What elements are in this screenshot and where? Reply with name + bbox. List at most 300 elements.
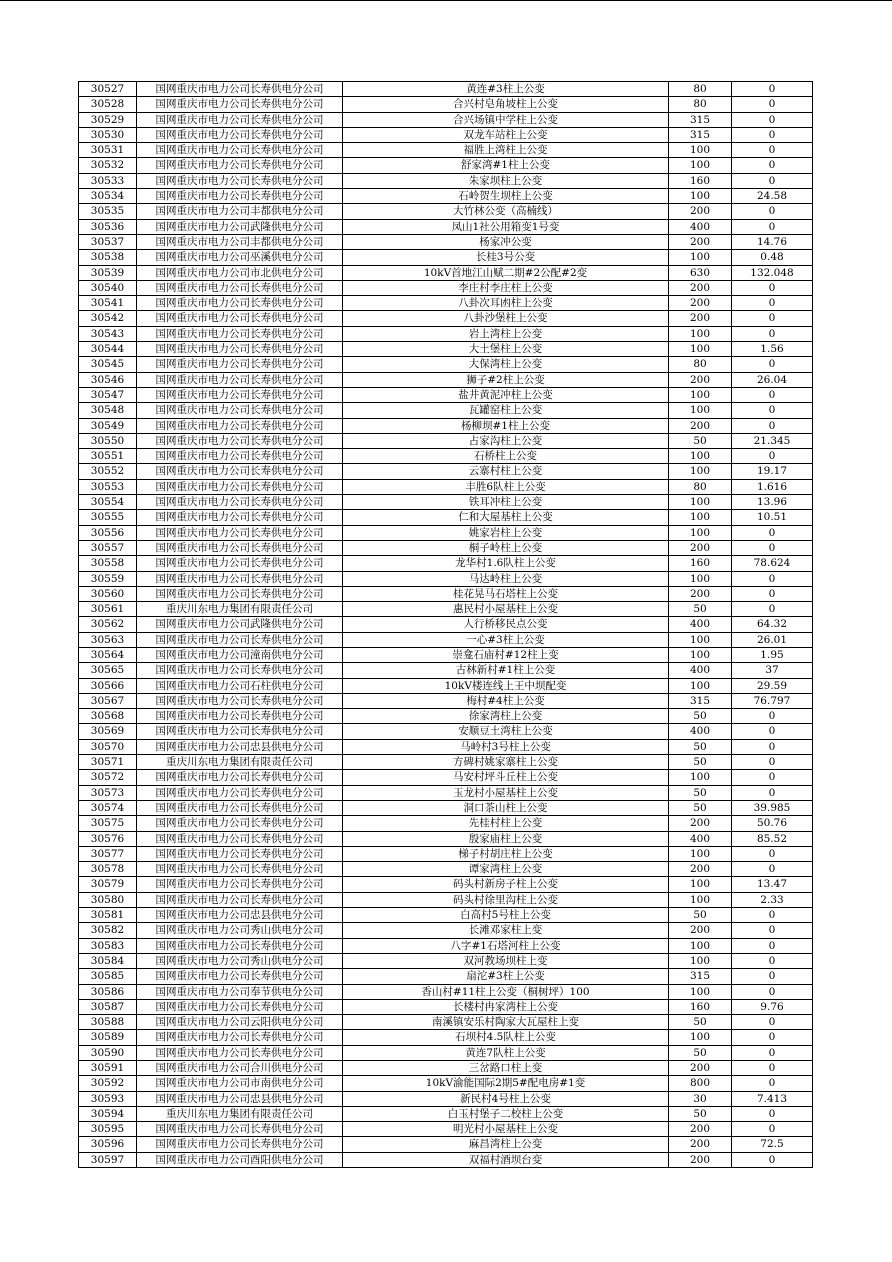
transformer-name-cell: 合兴村皂角坡柱上公变 [343, 97, 669, 112]
table-row [79, 969, 813, 984]
capacity-cell: 100 [669, 678, 732, 693]
transformer-name-cell: 谭家湾柱上公变 [343, 862, 669, 877]
value-cell: 0 [732, 923, 813, 938]
table-row [79, 433, 813, 448]
row-id-cell: 30588 [79, 1015, 137, 1030]
capacity-cell: 100 [669, 189, 732, 204]
table-row [79, 173, 813, 188]
transformer-name-cell: 瓦罐窑柱上公变 [343, 403, 669, 418]
value-cell: 78.624 [732, 556, 813, 571]
value-cell: 0 [732, 143, 813, 158]
row-id-cell: 30566 [79, 678, 137, 693]
capacity-cell: 200 [669, 418, 732, 433]
company-cell: 国网重庆市电力公司丰都供电分公司 [137, 204, 343, 219]
table-row [79, 571, 813, 586]
value-cell: 0 [732, 97, 813, 112]
table-row [79, 953, 813, 968]
table-row [79, 1152, 813, 1167]
capacity-cell: 50 [669, 800, 732, 815]
row-id-cell: 30573 [79, 785, 137, 800]
company-cell: 国网重庆市电力公司长寿供电分公司 [137, 709, 343, 724]
value-cell: 132.048 [732, 265, 813, 280]
transformer-name-cell: 福胜上湾柱上公变 [343, 143, 669, 158]
capacity-cell: 50 [669, 709, 732, 724]
table-row [79, 663, 813, 678]
capacity-cell: 80 [669, 82, 732, 97]
capacity-cell: 50 [669, 908, 732, 923]
capacity-cell: 200 [669, 280, 732, 295]
row-id-cell: 30579 [79, 877, 137, 892]
capacity-cell: 160 [669, 556, 732, 571]
value-cell: 85.52 [732, 831, 813, 846]
table-row [79, 923, 813, 938]
transformer-name-cell: 双福村酒坝台变 [343, 1152, 669, 1167]
table-row [79, 1122, 813, 1137]
transformer-name-cell: 双龙车站柱上公变 [343, 127, 669, 142]
capacity-cell: 100 [669, 464, 732, 479]
row-id-cell: 30583 [79, 938, 137, 953]
capacity-cell: 30 [669, 1091, 732, 1106]
transformer-name-cell: 合兴场镇中学柱上公变 [343, 112, 669, 127]
value-cell: 7.413 [732, 1091, 813, 1106]
capacity-cell: 100 [669, 342, 732, 357]
capacity-cell: 50 [669, 739, 732, 754]
value-cell: 0 [732, 846, 813, 861]
transformer-name-cell: 八卦沙堡柱上公变 [343, 311, 669, 326]
capacity-cell: 100 [669, 387, 732, 402]
capacity-cell: 50 [669, 1045, 732, 1060]
value-cell: 37 [732, 663, 813, 678]
transformer-name-cell: 李庄村李庄柱上公变 [343, 280, 669, 295]
value-cell: 0 [732, 908, 813, 923]
capacity-cell: 100 [669, 403, 732, 418]
company-cell: 重庆川东电力集团有限责任公司 [137, 1106, 343, 1121]
transformer-name-cell: 古林新村#1柱上公变 [343, 663, 669, 678]
company-cell: 国网重庆市电力公司奉节供电分公司 [137, 984, 343, 999]
value-cell: 0 [732, 204, 813, 219]
row-id-cell: 30576 [79, 831, 137, 846]
row-id-cell: 30551 [79, 449, 137, 464]
company-cell: 国网重庆市电力公司市南供电分公司 [137, 1076, 343, 1091]
capacity-cell: 50 [669, 1015, 732, 1030]
row-id-cell: 30538 [79, 250, 137, 265]
transformer-name-cell: 人行桥移民点公变 [343, 617, 669, 632]
transformer-name-cell: 马达岭柱上公变 [343, 571, 669, 586]
capacity-cell: 80 [669, 97, 732, 112]
transformer-name-cell: 八字#1石塔河柱上公变 [343, 938, 669, 953]
company-cell: 国网重庆市电力公司长寿供电分公司 [137, 418, 343, 433]
capacity-cell: 100 [669, 953, 732, 968]
capacity-cell: 200 [669, 1137, 732, 1152]
table-row [79, 1137, 813, 1152]
capacity-cell: 400 [669, 663, 732, 678]
capacity-cell: 100 [669, 571, 732, 586]
table-row [79, 647, 813, 662]
row-id-cell: 30594 [79, 1106, 137, 1121]
row-id-cell: 30546 [79, 372, 137, 387]
value-cell: 0 [732, 953, 813, 968]
transformer-name-cell: 一心#3柱上公变 [343, 632, 669, 647]
company-cell: 国网重庆市电力公司长寿供电分公司 [137, 112, 343, 127]
company-cell: 国网重庆市电力公司武隆供电分公司 [137, 617, 343, 632]
capacity-cell: 50 [669, 1106, 732, 1121]
table-body [79, 82, 813, 1168]
company-cell: 国网重庆市电力公司潼南供电分公司 [137, 647, 343, 662]
capacity-cell: 200 [669, 204, 732, 219]
company-cell: 国网重庆市电力公司巫溪供电分公司 [137, 250, 343, 265]
table-row [79, 479, 813, 494]
capacity-cell: 400 [669, 831, 732, 846]
company-cell: 国网重庆市电力公司市北供电分公司 [137, 265, 343, 280]
capacity-cell: 315 [669, 127, 732, 142]
capacity-cell: 100 [669, 846, 732, 861]
value-cell: 14.76 [732, 234, 813, 249]
table-row [79, 143, 813, 158]
value-cell: 64.32 [732, 617, 813, 632]
capacity-cell: 160 [669, 173, 732, 188]
value-cell: 72.5 [732, 1137, 813, 1152]
table-row [79, 984, 813, 999]
transformer-name-cell: 扇沱#3柱上公变 [343, 969, 669, 984]
table-row [79, 311, 813, 326]
capacity-cell: 100 [669, 938, 732, 953]
value-cell: 39.985 [732, 800, 813, 815]
capacity-cell: 200 [669, 1152, 732, 1167]
capacity-cell: 200 [669, 1061, 732, 1076]
company-cell: 国网重庆市电力公司长寿供电分公司 [137, 693, 343, 708]
transformer-name-cell: 马岭村3号柱上公变 [343, 739, 669, 754]
table-row [79, 112, 813, 127]
value-cell: 0 [732, 112, 813, 127]
transformer-name-cell: 黄连#3柱上公变 [343, 82, 669, 97]
transformer-name-cell: 新民村4号柱上公变 [343, 1091, 669, 1106]
value-cell: 1.616 [732, 479, 813, 494]
capacity-cell: 315 [669, 112, 732, 127]
transformer-name-cell: 仁和大屋基柱上公变 [343, 510, 669, 525]
transformer-name-cell: 玉龙村小屋基柱上公变 [343, 785, 669, 800]
row-id-cell: 30562 [79, 617, 137, 632]
transformer-name-cell: 姚家岩柱上公变 [343, 525, 669, 540]
capacity-cell: 80 [669, 479, 732, 494]
value-cell: 29.59 [732, 678, 813, 693]
value-cell: 0 [732, 158, 813, 173]
company-cell: 国网重庆市电力公司长寿供电分公司 [137, 800, 343, 815]
row-id-cell: 30589 [79, 1030, 137, 1045]
table-row [79, 755, 813, 770]
capacity-cell: 100 [669, 770, 732, 785]
row-id-cell: 30548 [79, 403, 137, 418]
value-cell: 13.47 [732, 877, 813, 892]
row-id-cell: 30595 [79, 1122, 137, 1137]
row-id-cell: 30569 [79, 724, 137, 739]
row-id-cell: 30577 [79, 846, 137, 861]
row-id-cell: 30559 [79, 571, 137, 586]
transformer-name-cell: 徐家湾柱上公变 [343, 709, 669, 724]
value-cell: 0 [732, 1122, 813, 1137]
capacity-cell: 100 [669, 525, 732, 540]
row-id-cell: 30542 [79, 311, 137, 326]
company-cell: 国网重庆市电力公司长寿供电分公司 [137, 143, 343, 158]
transformer-name-cell: 凤山1社公用箱变1号变 [343, 219, 669, 234]
transformer-name-cell: 长桂3号公变 [343, 250, 669, 265]
row-id-cell: 30575 [79, 816, 137, 831]
value-cell: 13.96 [732, 495, 813, 510]
transformer-name-cell: 大竹林公变（高楠线） [343, 204, 669, 219]
capacity-cell: 200 [669, 862, 732, 877]
row-id-cell: 30581 [79, 908, 137, 923]
capacity-cell: 100 [669, 158, 732, 173]
company-cell: 国网重庆市电力公司长寿供电分公司 [137, 372, 343, 387]
table-row [79, 602, 813, 617]
table-row [79, 342, 813, 357]
value-cell: 0 [732, 1061, 813, 1076]
transformer-name-cell: 三岔路口柱上变 [343, 1061, 669, 1076]
row-id-cell: 30533 [79, 173, 137, 188]
table-row [79, 495, 813, 510]
value-cell: 0 [732, 1076, 813, 1091]
value-cell: 0 [732, 387, 813, 402]
row-id-cell: 30568 [79, 709, 137, 724]
value-cell: 9.76 [732, 999, 813, 1014]
company-cell: 国网重庆市电力公司酉阳供电分公司 [137, 1152, 343, 1167]
transformer-name-cell: 盐井黄泥冲柱上公变 [343, 387, 669, 402]
company-cell: 国网重庆市电力公司长寿供电分公司 [137, 1030, 343, 1045]
value-cell: 0 [732, 127, 813, 142]
value-cell: 0 [732, 1106, 813, 1121]
capacity-cell: 100 [669, 143, 732, 158]
value-cell: 19.17 [732, 464, 813, 479]
capacity-cell: 200 [669, 372, 732, 387]
transformer-name-cell: 舒家湾#1柱上公变 [343, 158, 669, 173]
company-cell: 国网重庆市电力公司长寿供电分公司 [137, 464, 343, 479]
row-id-cell: 30567 [79, 693, 137, 708]
transformer-name-cell: 狮子#2柱上公变 [343, 372, 669, 387]
company-cell: 国网重庆市电力公司长寿供电分公司 [137, 770, 343, 785]
company-cell: 国网重庆市电力公司长寿供电分公司 [137, 449, 343, 464]
transformer-name-cell: 白玉村堡子二校柱上公变 [343, 1106, 669, 1121]
transformer-name-cell: 桐子岭柱上公变 [343, 540, 669, 555]
company-cell: 国网重庆市电力公司长寿供电分公司 [137, 127, 343, 142]
table-row [79, 1091, 813, 1106]
table-row [79, 387, 813, 402]
transformer-name-cell: 杨柳坝#1柱上公变 [343, 418, 669, 433]
table-row [79, 1061, 813, 1076]
company-cell: 国网重庆市电力公司丰都供电分公司 [137, 234, 343, 249]
company-cell: 国网重庆市电力公司长寿供电分公司 [137, 433, 343, 448]
value-cell: 0 [732, 602, 813, 617]
value-cell: 0 [732, 173, 813, 188]
table-row [79, 127, 813, 142]
row-id-cell: 30530 [79, 127, 137, 142]
row-id-cell: 30560 [79, 586, 137, 601]
transformer-name-cell: 南溪镇安乐村陶家大瓦屋柱上变 [343, 1015, 669, 1030]
table-row [79, 617, 813, 632]
transformer-name-cell: 龙华村1.6队柱上公变 [343, 556, 669, 571]
table-row [79, 938, 813, 953]
company-cell: 国网重庆市电力公司长寿供电分公司 [137, 969, 343, 984]
company-cell: 国网重庆市电力公司忠县供电分公司 [137, 739, 343, 754]
value-cell: 1.56 [732, 342, 813, 357]
transformer-name-cell: 八卦次耳凼柱上公变 [343, 296, 669, 311]
company-cell: 国网重庆市电力公司长寿供电分公司 [137, 938, 343, 953]
row-id-cell: 30592 [79, 1076, 137, 1091]
row-id-cell: 30565 [79, 663, 137, 678]
capacity-cell: 200 [669, 296, 732, 311]
company-cell: 国网重庆市电力公司长寿供电分公司 [137, 1045, 343, 1060]
company-cell: 国网重庆市电力公司长寿供电分公司 [137, 586, 343, 601]
company-cell: 国网重庆市电力公司长寿供电分公司 [137, 1137, 343, 1152]
row-id-cell: 30590 [79, 1045, 137, 1060]
transformer-name-cell: 殷家庙柱上公变 [343, 831, 669, 846]
row-id-cell: 30597 [79, 1152, 137, 1167]
table-row [79, 204, 813, 219]
capacity-cell: 100 [669, 1030, 732, 1045]
table-row [79, 219, 813, 234]
transformer-name-cell: 丰胜6队柱上公变 [343, 479, 669, 494]
value-cell: 0 [732, 969, 813, 984]
table-row [79, 739, 813, 754]
row-id-cell: 30574 [79, 800, 137, 815]
capacity-cell: 200 [669, 311, 732, 326]
row-id-cell: 30545 [79, 357, 137, 372]
capacity-cell: 100 [669, 510, 732, 525]
table-row [79, 1106, 813, 1121]
row-id-cell: 30596 [79, 1137, 137, 1152]
transformer-name-cell: 麻昌湾柱上公变 [343, 1137, 669, 1152]
transformer-name-cell: 安顺豆土湾柱上公变 [343, 724, 669, 739]
company-cell: 国网重庆市电力公司长寿供电分公司 [137, 158, 343, 173]
transformer-name-cell: 大保湾柱上公变 [343, 357, 669, 372]
transformer-name-cell: 铁耳冲柱上公变 [343, 495, 669, 510]
value-cell: 0 [732, 326, 813, 341]
transformer-name-cell: 黄连7队柱上公变 [343, 1045, 669, 1060]
capacity-cell: 200 [669, 923, 732, 938]
row-id-cell: 30572 [79, 770, 137, 785]
value-cell: 76.797 [732, 693, 813, 708]
transformer-name-cell: 香山村#11柱上公变（桐树坪）100 [343, 984, 669, 999]
company-cell: 国网重庆市电力公司长寿供电分公司 [137, 632, 343, 647]
capacity-cell: 630 [669, 265, 732, 280]
row-id-cell: 30544 [79, 342, 137, 357]
table-row [79, 556, 813, 571]
transformer-name-cell: 长滩邓家柱上变 [343, 923, 669, 938]
company-cell: 国网重庆市电力公司云阳供电分公司 [137, 1015, 343, 1030]
value-cell: 0 [732, 1015, 813, 1030]
transformer-name-cell: 马安村坪斗丘柱上公变 [343, 770, 669, 785]
table-row [79, 846, 813, 861]
table-row [79, 82, 813, 97]
transformer-name-cell: 10kV楼连线上王中坝配变 [343, 678, 669, 693]
value-cell: 0 [732, 709, 813, 724]
company-cell: 国网重庆市电力公司长寿供电分公司 [137, 280, 343, 295]
capacity-cell: 315 [669, 969, 732, 984]
transformer-name-cell: 石坝村4.5队柱上公变 [343, 1030, 669, 1045]
transformer-name-cell: 岩上湾柱上公变 [343, 326, 669, 341]
row-id-cell: 30584 [79, 953, 137, 968]
table-row [79, 770, 813, 785]
row-id-cell: 30529 [79, 112, 137, 127]
company-cell: 国网重庆市电力公司长寿供电分公司 [137, 816, 343, 831]
row-id-cell: 30571 [79, 755, 137, 770]
row-id-cell: 30534 [79, 189, 137, 204]
transformer-name-cell: 云寨村柱上公变 [343, 464, 669, 479]
value-cell: 0 [732, 984, 813, 999]
table-row [79, 1045, 813, 1060]
row-id-cell: 30555 [79, 510, 137, 525]
table-row [79, 908, 813, 923]
table-row [79, 892, 813, 907]
company-cell: 国网重庆市电力公司长寿供电分公司 [137, 510, 343, 525]
row-id-cell: 30537 [79, 234, 137, 249]
table-row [79, 372, 813, 387]
table-row [79, 449, 813, 464]
table-row [79, 693, 813, 708]
value-cell: 0 [732, 418, 813, 433]
company-cell: 国网重庆市电力公司长寿供电分公司 [137, 189, 343, 204]
table-row [79, 250, 813, 265]
table-row [79, 724, 813, 739]
capacity-cell: 400 [669, 219, 732, 234]
table-row [79, 418, 813, 433]
table-row [79, 678, 813, 693]
company-cell: 国网重庆市电力公司长寿供电分公司 [137, 724, 343, 739]
capacity-cell: 100 [669, 449, 732, 464]
table-row [79, 586, 813, 601]
company-cell: 国网重庆市电力公司长寿供电分公司 [137, 173, 343, 188]
value-cell: 1.95 [732, 647, 813, 662]
value-cell: 26.04 [732, 372, 813, 387]
capacity-cell: 100 [669, 632, 732, 647]
value-cell: 0 [732, 1045, 813, 1060]
value-cell: 0 [732, 296, 813, 311]
transformer-name-cell: 长楼村冉家湾柱上公变 [343, 999, 669, 1014]
table-row [79, 800, 813, 815]
row-id-cell: 30591 [79, 1061, 137, 1076]
transformer-name-cell: 明光村小屋基柱上公变 [343, 1122, 669, 1137]
value-cell: 0 [732, 724, 813, 739]
table-row [79, 510, 813, 525]
value-cell: 10.51 [732, 510, 813, 525]
table-row [79, 296, 813, 311]
capacity-cell: 200 [669, 1122, 732, 1137]
value-cell: 26.01 [732, 632, 813, 647]
row-id-cell: 30593 [79, 1091, 137, 1106]
capacity-cell: 160 [669, 999, 732, 1014]
row-id-cell: 30550 [79, 433, 137, 448]
transformer-name-cell: 码头村徐里沟柱上公变 [343, 892, 669, 907]
capacity-cell: 200 [669, 540, 732, 555]
table-row [79, 189, 813, 204]
transformer-name-cell: 桂花晃马石塔柱上公变 [343, 586, 669, 601]
company-cell: 国网重庆市电力公司长寿供电分公司 [137, 97, 343, 112]
company-cell: 国网重庆市电力公司长寿供电分公司 [137, 82, 343, 97]
table-row [79, 234, 813, 249]
row-id-cell: 30553 [79, 479, 137, 494]
row-id-cell: 30539 [79, 265, 137, 280]
row-id-cell: 30549 [79, 418, 137, 433]
company-cell: 国网重庆市电力公司长寿供电分公司 [137, 571, 343, 586]
capacity-cell: 50 [669, 785, 732, 800]
value-cell: 0 [732, 219, 813, 234]
company-cell: 国网重庆市电力公司长寿供电分公司 [137, 877, 343, 892]
capacity-cell: 315 [669, 693, 732, 708]
table-row [79, 158, 813, 173]
company-cell: 国网重庆市电力公司武隆供电分公司 [137, 219, 343, 234]
value-cell: 0 [732, 82, 813, 97]
capacity-cell: 400 [669, 617, 732, 632]
row-id-cell: 30536 [79, 219, 137, 234]
capacity-cell: 100 [669, 892, 732, 907]
